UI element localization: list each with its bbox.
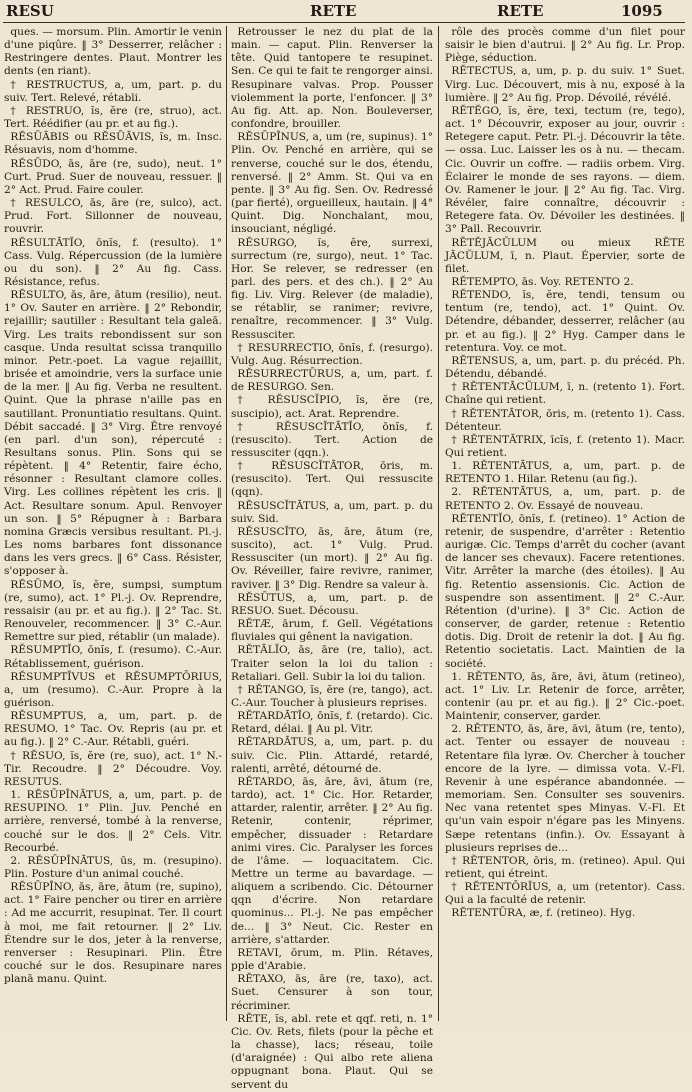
dictionary-entry: RĔTENSUS, a, um, part. p. du précéd. Ph. Détendu, débandé.	[445, 354, 685, 381]
dictionary-entry: † RĔTENTĀCŬLUM, ī, n. (retento 1). Fort. Chaîne qui retient.	[445, 381, 685, 407]
dictionary-entry: RĒTE, ĭs, abl. rete et qqf. reti, n. 1° Cic. Ov. Rets, filets (pour la pêche et la chasse), lacs; réseau, toile (d'araignée) : Qui albo rete aliena oppugnant bona. Plaut. Qui se servent du	[231, 1012, 433, 1091]
column-left	[4, 26, 222, 1021]
dictionary-entry: RĒTĔJĀCŬLUM ou mieux RĒTE JĀCŬLUM, ī, n. Plaut. Épervier, sorte de filet.	[445, 236, 685, 275]
dictionary-entry: RĔTENTĬO, ōnĭs, f. (retineo). 1° Action de retenir, de suspendre, d'arrêter : Retentio aurigæ. Cic. Temps d'arrêt du cocher (avant de lancer ses chevaux). Facere retentiones. Vitr. Arrêter la marche (des étoiles). ‖ Au fig. Retentio assensionis. Cic. Action de suspendre son assentiment. ‖ 2° C.-Aur. Rétention (d'urine). ‖ 3° Cic. Action de conserver, de garder, retenue : Retentio dotis. Dig. Droit de retenir la dot. ‖ Au fig. Retentio societatis. Lact. Maintien de la société.	[445, 512, 685, 670]
dictionary-entry: Retrousser le nez du plat de la main. — caput. Plin. Renverser la tête. Quid tantopere te resupinet. Sen. Ce qui te fait te rengorger ainsi. Resupinare valvas. Prop. Pousser violemment la porte, l'enfoncer. ‖ 3° Au fig. Att. ap. Non. Bouleverser, confondre, brouiller.	[231, 26, 433, 131]
header-right-word: RETE	[497, 2, 544, 20]
dictionary-entry: RĔSŪĀBIS ou RĔSŪĀVIS, ĭs, m. Insc. Résuavis, nom d'homme.	[4, 131, 222, 157]
dictionary-entry: † RĔSUSCĬPIO, ĭs, ĕre (re, suscipio), act. Arat. Reprendre.	[231, 394, 433, 420]
running-header	[0, 2, 692, 24]
dictionary-entry: † RĔTENTĀTOR, ōris, m. (retento 1). Cass. Détenteur.	[445, 407, 685, 433]
dictionary-entry: † RĔTANGO, ĭs, ĕre (re, tango), act. C.-Aur. Toucher à plusieurs reprises.	[231, 683, 433, 709]
dictionary-entry: † RĔTENTĀTRIX, īcĭs, f. (retento 1). Macr. Qui retient.	[445, 433, 685, 459]
dictionary-entry: RĔSŪPĪNUS, a, um (re, supinus). 1° Plin. Ov. Penché en arrière, qui se renverse, couché sur le dos, étendu, renversé. ‖ 2° Amm. St. Qui va en pente. ‖ 3° Au fig. Sen. Ov. Redressé (par fierté), orgueilleux, hautain. ‖ 4° Quint. Dig. Nonchalant, mou, insouciant, négligé.	[231, 131, 433, 236]
dictionary-entry: RĔSUMPTUS, a, um, part. p. de RESUMO. 1° Tac. Ov. Repris (au pr. et au fig.). ‖ 2° C.-Aur. Rétabli, guéri.	[4, 710, 222, 749]
dictionary-entry: RĔTÆ, ārum, f. Gell. Végétations fluviales qui gênent la navigation.	[231, 618, 433, 644]
dictionary-entry: † RESTRUO, ĭs, ĕre (re, struo), act. Tert. Réédifier (au pr. et au fig.).	[4, 104, 222, 131]
dictionary-entry: RĔSURRECTŪRUS, a, um, part. f. de RESURGO. Sen.	[231, 368, 433, 394]
dictionary-entry: RĔSURGO, ĭs, ĕre, surrexi, surrectum (re, surgo), neut. 1° Tac. Hor. Se relever, se redresser (en parl. des pers. et des ch.). ‖ 2° Au fig. Liv. Virg. Relever (de maladie), se rétablir, se ranimer; revivre, renaître, recommencer. ‖ 3° Vulg. Ressusciter.	[231, 236, 433, 341]
dictionary-entry: RĔSUSCĬTO, ās, āre, ātum (re, suscito), act. 1° Vulg. Prud. Ressusciter (un mort). ‖ 2° Au fig. Ov. Réveiller, faire revivre, ranimer, raviver. ‖ 3° Dig. Rendre sa valeur à.	[231, 525, 433, 591]
dictionary-entry: RĔTECTUS, a, um, p. p. du suiv. 1° Suet. Virg. Luc. Découvert, mis à nu, exposé à la lumière. ‖ 2° Au fig. Prop. Dévoilé, révélé.	[445, 65, 685, 104]
dictionary-entry: RĔSUSCĬTĀTUS, a, um, part. p. du suiv. Sid.	[231, 499, 433, 525]
header-rule	[3, 22, 685, 23]
dictionary-entry: † RĔTENTOR, ōris, m. (retineo). Apul. Qui retient, qui étreint.	[445, 854, 685, 880]
dictionary-entry: RĔTĀLĬO, ās, āre (re, talio), act. Traiter selon la loi du talion : Retaliari. Gell. Subir la loi du talion.	[231, 644, 433, 683]
dictionary-entry: RĔSŪDO, ās, āre (re, sudo), neut. 1° Curt. Prud. Suer de nouveau, ressuer. ‖ 2° Act. Prud. Faire couler.	[4, 157, 222, 196]
dictionary-entry: 1. RĔTENTĀTUS, a, um, part. p. de RETENTO 1. Hilar. Retenu (au fig.).	[445, 460, 685, 486]
column-right	[445, 26, 685, 1021]
dictionary-entry: RĔTARDO, ās, āre, āvi, ātum (re, tardo), act. 1° Cic. Hor. Retarder, attarder, ralentir, arrêter. ‖ 2° Au fig. Retenir, contenir, réprimer, empêcher, dissuader : Retardare animi vires. Cic. Paralyser les forces de l'âme. — loquacitatem. Cic. Mettre un terme au bavardage. — aliquem a scribendo. Cic. Détourner qqn d'écrire. Non retardare quominus... Pl.-j. Ne pas empêcher de... ‖ 3° Neut. Cic. Rester en arrière, s'attarder.	[231, 775, 433, 946]
dictionary-entry: † RĔSUO, ĭs, ĕre (re, suo), act. 1° N.-Tir. Recoudre. ‖ 2° Découdre. Voy. RESUTUS.	[4, 749, 222, 788]
dictionary-entry: 1. RĔTENTO, ās, āre, āvi, ātum (retineo), act. 1° Liv. Lr. Retenir de force, arrêter, contenir (au pr. et au fig.). ‖ 2° Cic.-poet. Maintenir, conserver, garder.	[445, 670, 685, 723]
header-left-word: RESU	[6, 2, 54, 20]
dictionary-entry: RĔTEMPTO, ās. Voy. RETENTO 2.	[451, 275, 634, 288]
dictionary-entry: RĔTAXO, ās, āre (re, taxo), act. Suet. Censurer à son tour, récriminer.	[231, 973, 433, 1012]
column-middle	[231, 26, 433, 1091]
dictionary-entry: 2. RĔSŪPĪNĀTUS, ūs, m. (resupino). Plin. Posture d'un animal couché.	[4, 854, 222, 880]
dictionary-entry: RĔSŪPĪNO, ās, āre, ātum (re, supino), act. 1° Faire pencher ou tirer en arrière : Ad me accurrit, resupinat. Ter. Il court à moi, me fait retourner. ‖ 2° Liv. Étendre sur le dos, jeter à la renverse, renverser : Resupinari. Plin. Être couché sur le dos. Resupinare nares planā manu. Quint.	[4, 881, 222, 986]
dictionary-entry: † RESTRUCTUS, a, um, part. p. du suiv. Tert. Relevé, rétabli.	[4, 78, 222, 104]
dictionary-entry: RĔSŪTUS, a, um, part. p. de RESUO. Suet. Décousu.	[231, 591, 433, 617]
dictionary-entry: RĔSULTO, ās, āre, ātum (resilio), neut. 1° Ov. Sauter en arrière. ‖ 2° Rebondir, rejaillir; sautiller : Resultant tela galeā. Virg. Les traits rebondissent sur son casque. Unda resultat scissa tranquillo minor. Petr.-poet. La vague rejaillit, brisée et amoindrie, vers la surface unie de la mer. ‖ Au fig. Verba ne resultent. Quint. Que la phrase n'aille pas en sautillant. Pronuntiatio resultans. Quint. Débit saccadé. ‖ 3° Virg. Être renvoyé (en parl. d'un son), répercuté : Resultans sonus. Plin. Sons qui se répètent. ‖ 4° Retentir, faire écho, résonner : Resultant clamore colles. Virg. Les collines répètent les cris. ‖ Act. Resultare sonum. Apul. Renvoyer un son. ‖ 5° Répugner à : Barbara nomina Græcis versibus resultant. Pl.-j. Les noms barbares font dissonance dans les vers grecs. ‖ 6° Cass. Résister, s'opposer à.	[4, 289, 222, 578]
dictionary-entry: RĔTARDĀTUS, a, um, part. p. du suiv. Cic. Plin. Attardé, retardé, ralenti, arrêté, détourné de.	[231, 736, 433, 775]
dictionary-entry: 2. RĔTENTĀTUS, a, um, part. p. de RETENTO 2. Ov. Essayé de nouveau.	[445, 486, 685, 512]
dictionary-entry: † RĔSUSCĬTĀTOR, ōris, m. (resuscito). Tert. Qui ressuscite (qqn).	[231, 460, 433, 499]
dictionary-entry: RĔSŪMO, ĭs, ĕre, sumpsi, sumptum (re, sumo), act. 1° Pl.-j. Ov. Reprendre, ressaisir (au pr. et au fig.). ‖ 2° Tac. St. Renouveler, recommencer. ‖ 3° C.-Aur. Remettre sur pied, rétablir (un malade).	[4, 578, 222, 644]
dictionary-entry: RĔTARDĀTĬO, ōnĭs, f. (retardo). Cic. Retard, délai. ‖ Au pl. Vitr.	[231, 710, 433, 736]
dictionary-entry: ques. — morsum. Plin. Amortir le venin d'une piqûre. ‖ 3° Desserrer, relâcher : Restringere dentes. Plaut. Montrer les dents (en riant).	[4, 26, 222, 78]
header-center-word: RETE	[310, 2, 357, 20]
dictionary-entry: † RĔTENTŌRĬUS, a, um (retentor). Cass. Qui a la faculté de retenir.	[445, 881, 685, 907]
dictionary-entry: RĔTĔGO, ĭs, ĕre, texi, tectum (re, tego), act. 1° Découvrir, exposer au jour, ouvrir : Retegere caput. Petr. Pl.-j. Découvrir la tête. — ossa. Luc. Laisser les os à nu. — thecam. Cic. Ouvrir un coffre. — radiis orbem. Virg. Éclairer le monde de ses rayons. — diem. Ov. Ramener le jour. ‖ 2° Au fig. Tac. Virg. Révéler, faire connaître, découvrir : Retegere fata. Ov. Dévoiler les destinées. ‖ 3° Pall. Recouvrir.	[445, 104, 685, 236]
dictionary-entry: RĔTENDO, ĭs, ĕre, tendi, tensum ou tentum (re, tendo), act. 1° Quint. Ov. Détendre, débander, desserrer, relâcher (au pr. et au fig.). ‖ 2° Hyg. Camper dans le retentura. Voy. ce mot.	[445, 289, 685, 354]
dictionary-entry: † RESULCO, ās, āre (re, sulco), act. Prud. Fort. Sillonner de nouveau, rouvrir.	[4, 197, 222, 236]
column-divider	[438, 26, 439, 1021]
dictionary-entry: † RĔSUSCĬTĀTĬO, ōnĭs, f. (resuscito). Tert. Action de ressusciter (qqn.).	[231, 420, 433, 459]
dictionary-entry: RĔSUMPTĪVUS et RĔSUMPTŌRIUS, a, um (resumo). C.-Aur. Propre à la guérison.	[4, 670, 222, 709]
column-divider	[226, 26, 227, 1021]
dictionary-entry: 1. RĔSŪPĪNĀTUS, a, um, part. p. de RESUPINO. 1° Plin. Juv. Penché en arrière, renversé, tombé à la renverse, couché sur le dos. ‖ 2° Cels. Vitr. Recourbé.	[4, 789, 222, 854]
dictionary-entry: RĔTENTŪRA, æ, f. (retineo). Hyg.	[451, 907, 636, 920]
dictionary-entry: 2. RĔTENTO, ās, āre, āvi, ātum (re, tento), act. Tenter ou essayer de nouveau : Retentare fila lyræ. Ov. Chercher à toucher encore de la lyre. — dimissa vota. V.-Fl. Revenir à une espérance abandonnée. — memoriam. Sen. Consulter ses souvenirs. Nec vana retentet spes Minyas. V.-Fl. Et qu'un vain espoir n'égare pas les Minyens. Sæpe retentans (infin.). Ov. Essayant à plusieurs reprises de...	[445, 723, 685, 854]
dictionary-entry: RĔSUMPTĬO, ōnĭs, f. (resumo). C.-Aur. Rétablissement, guérison.	[4, 644, 222, 670]
page-number: 1095	[621, 2, 663, 20]
dictionary-entry: RETAVI, ōrum, m. Plin. Rétaves, pple d'Arabie.	[231, 946, 433, 973]
dictionary-entry: † RESURRECTIO, ōnĭs, f. (resurgo). Vulg. Aug. Résurrection.	[231, 341, 433, 367]
dictionary-entry: RĔSULTĀTĬO, ōnĭs, f. (resulto). 1° Cass. Vulg. Répercussion (de la lumière ou du son). ‖ 2° Au fig. Cass. Résistance, refus.	[4, 236, 222, 288]
dictionary-entry: rôle des procès comme d'un filet pour saisir le bien d'autrui. ‖ 2° Au fig. Lr. Prop. Piège, séduction.	[445, 26, 685, 65]
